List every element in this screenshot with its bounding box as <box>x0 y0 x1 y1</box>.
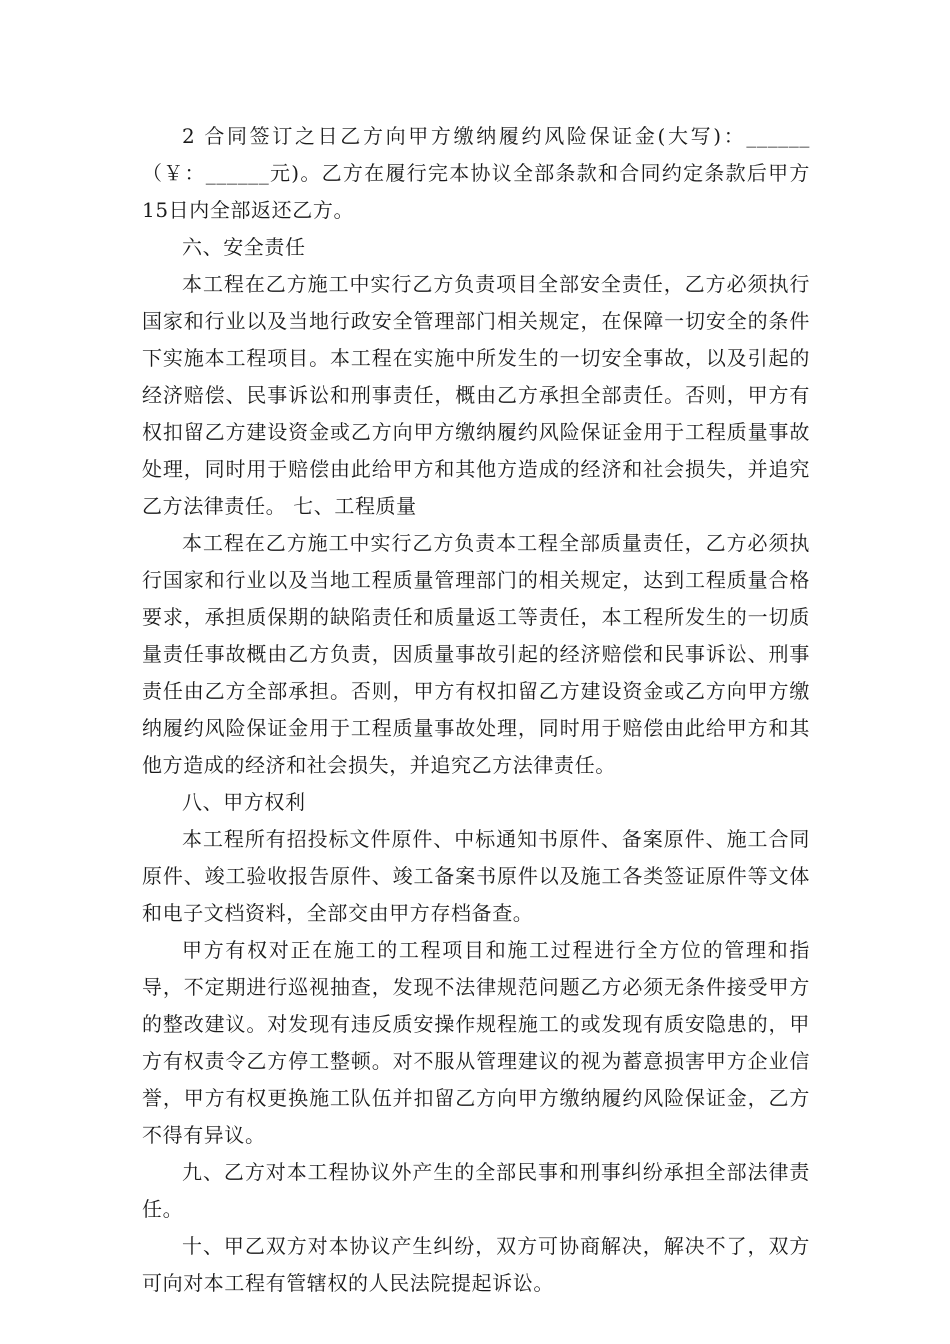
paragraph-management-supervision: 甲方有权对正在施工的工程项目和施工过程进行全方位的管理和指导，不定期进行巡视抽查，发现不法律规范问题乙方必须无条件接受甲方的整改建议。对发现有违反质安操作规程施工的或发现有质安隐患的，甲方有权责令乙方停工整顿。对不服从管理建议的视为蓄意损害甲方企业信誉，甲方有权更换施工队伍并扣留乙方向甲方缴纳履约风险保证金，乙方不得有异议。 <box>142 938 810 1147</box>
paragraph-deposit-clause: 2 合同签订之日乙方向甲方缴纳履约风险保证金(大写)：______（￥：______元)。乙方在履行完本协议全部条款和合同约定条款后甲方15日内全部返还乙方。 <box>142 124 810 222</box>
paragraph-clause-ten: 十、甲乙双方对本协议产生纠纷，双方可协商解决，解决不了，双方可向对本工程有管辖权的人民法院提起诉讼。 <box>142 1234 810 1295</box>
paragraph-document-archive: 本工程所有招投标文件原件、中标通知书原件、备案原件、施工合同原件、竣工验收报告原件、竣工备案书原件以及施工各类签证原件等文体和电子文档资料，全部交由甲方存档备查。 <box>142 827 810 925</box>
heading-safety-responsibility: 六、安全责任 <box>182 235 306 259</box>
paragraph-clause-nine: 九、乙方对本工程协议外产生的全部民事和刑事纠纷承担全部法律责任。 <box>142 1160 810 1221</box>
document-body <box>142 118 810 1302</box>
paragraph-safety-responsibility: 本工程在乙方施工中实行乙方负责项目全部安全责任，乙方必须执行国家和行业以及当地行政安全管理部门相关规定，在保障一切安全的条件下实施本工程项目。本工程在实施中所发生的一切安全事故，以及引起的经济赔偿、民事诉讼和刑事责任，概由乙方承担全部责任。否则，甲方有权扣留乙方建设资金或乙方向甲方缴纳履约风险保证金用于工程质量事故处理，同时用于赔偿由此给甲方和其他方造成的经济和社会损失，并追究乙方法律责任。 七、工程质量 <box>142 272 810 518</box>
heading-party-a-rights: 八、甲方权利 <box>182 790 306 814</box>
paragraph-quality-responsibility: 本工程在乙方施工中实行乙方负责本工程全部质量责任，乙方必须执行国家和行业以及当地工程质量管理部门的相关规定，达到工程质量合格要求，承担质保期的缺陷责任和质量返工等责任，本工程所发生的一切质量责任事故概由乙方负责，因质量事故引起的经济赔偿和民事诉讼、刑事责任由乙方全部承担。否则，甲方有权扣留乙方建设资金或乙方向甲方缴纳履约风险保证金用于工程质量事故处理，同时用于赔偿由此给甲方和其他方造成的经济和社会损失，并追究乙方法律责任。 <box>142 531 810 777</box>
